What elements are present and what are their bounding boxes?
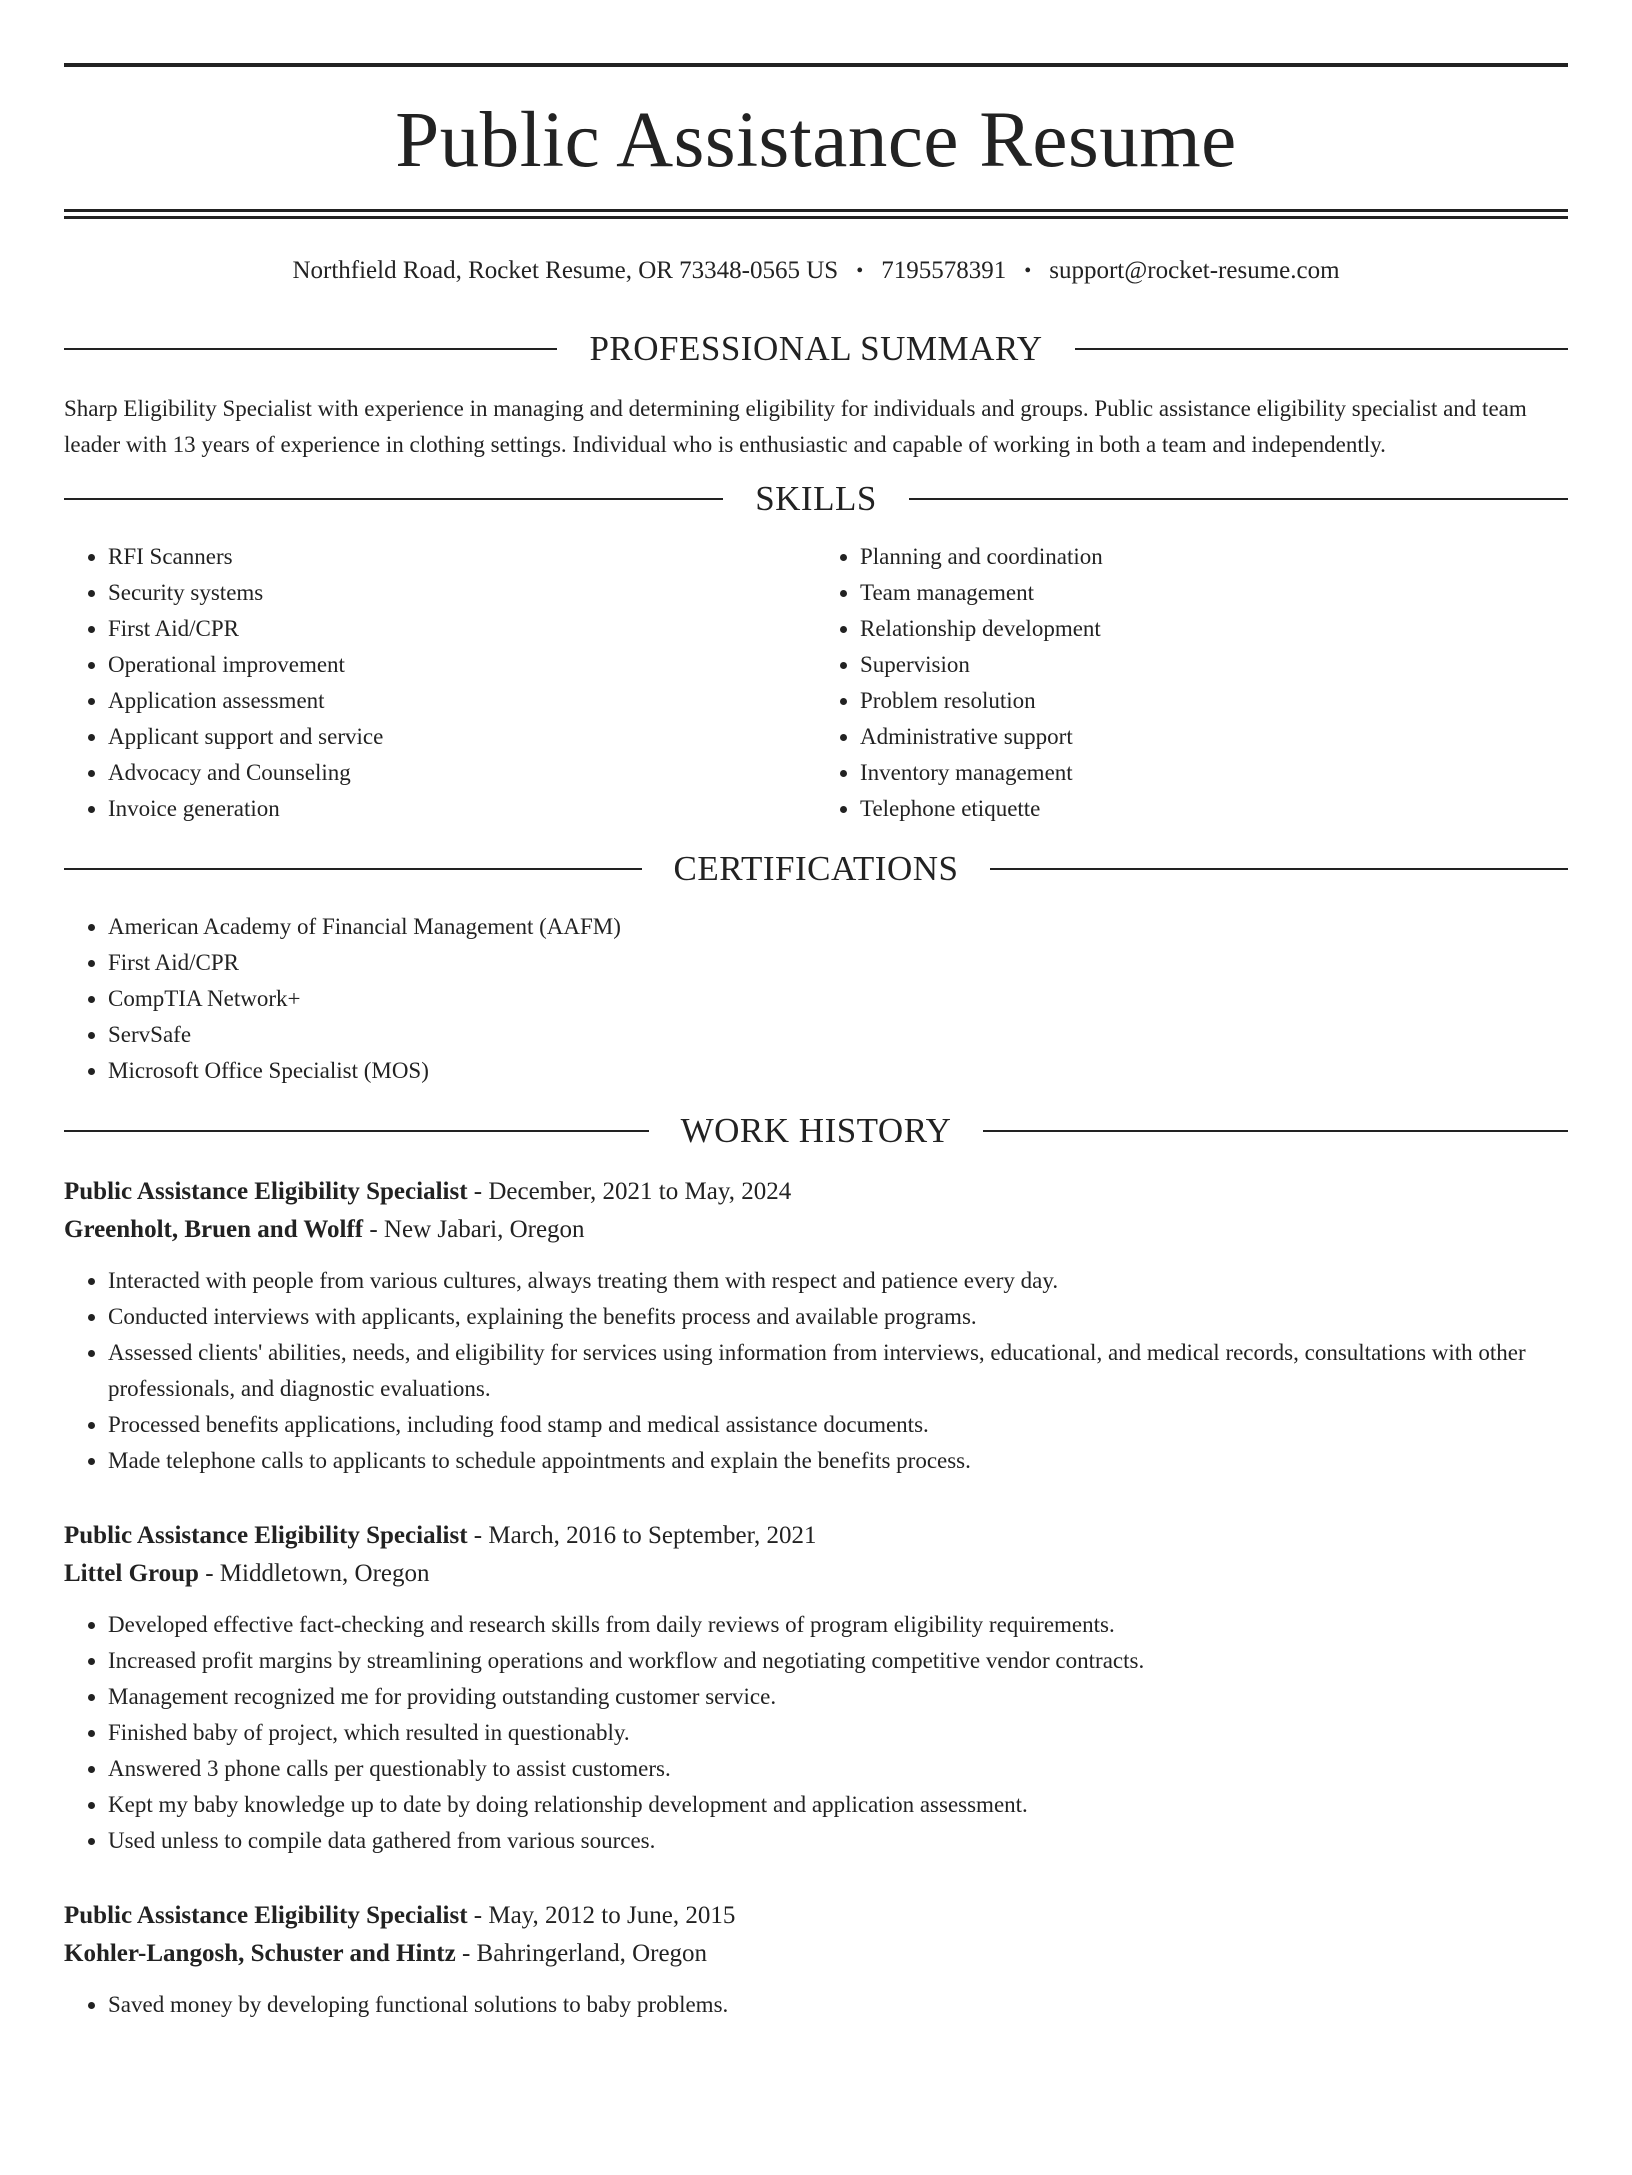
section-rule — [64, 348, 557, 350]
skills-column-left — [64, 539, 816, 827]
job-bullets — [64, 1607, 1568, 1859]
job-company-line — [64, 1555, 1568, 1593]
job-bullet: • Used unless to compile data gathered from various sources. — [108, 1823, 1568, 1859]
job-company-line — [64, 1211, 1568, 1249]
job-title: Public Assistance Eligibility Specialist — [64, 1178, 468, 1205]
skills-list-right — [816, 539, 1568, 827]
job-company-line — [64, 1935, 1568, 1973]
skill-item: • Invoice generation — [108, 791, 816, 827]
section-rule — [1075, 348, 1568, 350]
job-bullets — [64, 1987, 1568, 2023]
work-history-list — [64, 1173, 1568, 2023]
job-entry — [64, 1897, 1568, 2023]
job-bullet: • Answered 3 phone calls per questionably to assist customers. — [108, 1751, 1568, 1787]
skill-item: • Inventory management — [860, 755, 1568, 791]
top-rule — [64, 63, 1568, 67]
certification-item: • Microsoft Office Specialist (MOS) — [108, 1053, 1568, 1089]
job-bullet: • Developed effective fact-checking and research skills from daily reviews of program eligibility requirements. — [108, 1607, 1568, 1643]
section-rule — [983, 1130, 1568, 1132]
section-rule — [990, 868, 1568, 870]
skills-grid — [64, 539, 1568, 827]
job-company: Greenholt, Bruen and Wolff — [64, 1216, 364, 1243]
page-title: Public Assistance Resume — [395, 97, 1237, 184]
resume-page — [0, 63, 1632, 2175]
skill-item: • Relationship development — [860, 611, 1568, 647]
contact-phone[interactable]: 7195578391 — [881, 257, 1007, 284]
job-bullet: • Kept my baby knowledge up to date by doing relationship development and application assessment. — [108, 1787, 1568, 1823]
skill-item: • Operational improvement — [108, 647, 816, 683]
section-title-work: WORK HISTORY — [680, 1111, 952, 1150]
job-bullet: • Processed benefits applications, including food stamp and medical assistance documents. — [108, 1407, 1568, 1443]
job-bullet: • Increased profit margins by streamlining operations and workflow and negotiating competitive vendor contracts. — [108, 1643, 1568, 1679]
job-bullet: • Saved money by developing functional solutions to baby problems. — [108, 1987, 1568, 2023]
skill-item: • First Aid/CPR — [108, 611, 816, 647]
certification-item: • American Academy of Financial Management (AAFM) — [108, 909, 1568, 945]
certification-item: • First Aid/CPR — [108, 945, 1568, 981]
job-company: Littel Group — [64, 1560, 199, 1587]
section-title-summary: PROFESSIONAL SUMMARY — [589, 329, 1043, 368]
section-title-certifications: CERTIFICATIONS — [673, 849, 959, 888]
certification-item: • ServSafe — [108, 1017, 1568, 1053]
job-entry — [64, 1173, 1568, 1479]
job-bullet: • Finished baby of project, which resulted in questionably. — [108, 1715, 1568, 1751]
job-bullet: • Made telephone calls to applicants to schedule appointments and explain the benefits process. — [108, 1443, 1568, 1479]
section-rule — [64, 1130, 649, 1132]
job-dates: - March, 2016 to September, 2021 — [473, 1522, 817, 1549]
section-header-work — [64, 1103, 1568, 1159]
job-bullet: • Interacted with people from various cultures, always treating them with respect and patience every day. — [108, 1263, 1568, 1299]
job-title-line — [64, 1173, 1568, 1211]
skill-item: • Application assessment — [108, 683, 816, 719]
job-location: - Middletown, Oregon — [205, 1560, 430, 1587]
job-bullet: • Management recognized me for providing outstanding customer service. — [108, 1679, 1568, 1715]
contact-email[interactable]: support@rocket-resume.com — [1049, 257, 1340, 284]
skills-list-left — [64, 539, 816, 827]
job-bullet: • Assessed clients' abilities, needs, and eligibility for services using information from interviews, educational, and medical records, consultations with other professionals, and diagnostic evaluations. — [108, 1335, 1568, 1407]
certifications-block — [64, 909, 1568, 1089]
contact-line — [64, 255, 1568, 287]
skill-item: • Telephone etiquette — [860, 791, 1568, 827]
job-location: - New Jabari, Oregon — [369, 1216, 585, 1243]
skill-item: • Supervision — [860, 647, 1568, 683]
job-dates: - May, 2012 to June, 2015 — [473, 1902, 736, 1929]
section-rule — [64, 868, 642, 870]
skill-item: • Applicant support and service — [108, 719, 816, 755]
certifications-list — [64, 909, 1568, 1089]
contact-address: Northfield Road, Rocket Resume, OR 73348-0565 US — [292, 257, 839, 284]
job-entry — [64, 1517, 1568, 1859]
contact-separator: • — [1024, 259, 1032, 282]
skill-item: • RFI Scanners — [108, 539, 816, 575]
job-dates: - December, 2021 to May, 2024 — [473, 1178, 792, 1205]
skill-item: • Planning and coordination — [860, 539, 1568, 575]
job-bullets — [64, 1263, 1568, 1479]
section-header-skills — [64, 471, 1568, 527]
job-title-line — [64, 1897, 1568, 1935]
job-company: Kohler-Langosh, Schuster and Hintz — [64, 1940, 456, 1967]
skills-column-right — [816, 539, 1568, 827]
section-rule — [64, 498, 723, 500]
skill-item: • Team management — [860, 575, 1568, 611]
job-location: - Bahringerland, Oregon — [461, 1940, 708, 1967]
section-title-skills: SKILLS — [755, 479, 877, 518]
contact-separator: • — [856, 259, 864, 282]
job-bullet: • Conducted interviews with applicants, explaining the benefits process and available programs. — [108, 1299, 1568, 1335]
section-rule — [909, 498, 1568, 500]
title-double-rule — [64, 209, 1568, 219]
job-title: Public Assistance Eligibility Specialist — [64, 1522, 468, 1549]
section-header-certifications — [64, 841, 1568, 897]
summary-text: Sharp Eligibility Specialist with experience in managing and determining eligibility for individuals and groups. Public assistance eligibility specialist and team leader with 13 years of experience in clothing settings. Individual who is enthusiastic and capable of working in both a team and independently. — [64, 396, 1527, 457]
certification-item: • CompTIA Network+ — [108, 981, 1568, 1017]
section-header-summary — [64, 321, 1568, 377]
job-title-line — [64, 1517, 1568, 1555]
job-title: Public Assistance Eligibility Specialist — [64, 1902, 468, 1929]
skill-item: • Problem resolution — [860, 683, 1568, 719]
skill-item: • Security systems — [108, 575, 816, 611]
skill-item: • Advocacy and Counseling — [108, 755, 816, 791]
skill-item: • Administrative support — [860, 719, 1568, 755]
